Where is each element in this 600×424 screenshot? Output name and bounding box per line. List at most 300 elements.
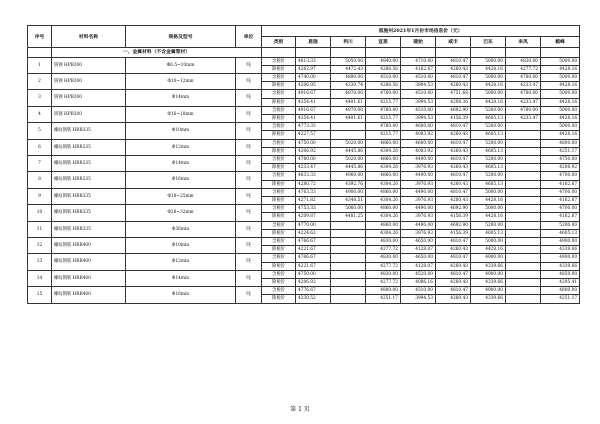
row-seq: 7 xyxy=(28,155,52,171)
price-cell: 4970.00 xyxy=(331,90,366,98)
price-cell: 4233.47 xyxy=(506,98,541,106)
price-cell: 4277.72 xyxy=(366,278,401,286)
price-cell: 4086.16 xyxy=(401,278,436,286)
price-cell: 4330.74 xyxy=(331,82,366,90)
section-seq-cell xyxy=(28,48,52,58)
price-type-tax: 含税价 xyxy=(262,221,296,229)
price-cell: 4262.97 xyxy=(296,65,331,73)
price-cell xyxy=(506,147,541,155)
price-cell: 4206.92 xyxy=(296,147,331,155)
price-cell: 4916.67 xyxy=(296,90,331,98)
price-cell: 5000.00 xyxy=(541,123,580,131)
price-cell: 4206.95 xyxy=(296,82,331,90)
price-cell: 5000.00 xyxy=(471,188,506,196)
price-cell: 4260.43 xyxy=(436,196,471,204)
price-cell: 4510.00 xyxy=(401,106,436,114)
price-cell: 4740.00 xyxy=(296,73,331,81)
price-type-tax: 含税价 xyxy=(262,106,296,114)
price-cell: 4600.00 xyxy=(401,139,436,147)
price-cell: 4304.26 xyxy=(366,180,401,188)
section-title: 一、金属材料（不含金属管材） xyxy=(52,48,262,58)
price-cell: 4760.00 xyxy=(366,90,401,98)
price-cell: 4354.41 xyxy=(296,98,331,106)
price-cell: 4510.00 xyxy=(366,73,401,81)
row-seq: 14 xyxy=(28,270,52,286)
col-city-header: 咸丰 xyxy=(436,37,471,48)
price-type-notax: 除税价 xyxy=(262,164,296,172)
price-cell: 4780.00 xyxy=(506,90,541,98)
price-cell: 4260.43 xyxy=(436,131,471,139)
price-cell: 4156.39 xyxy=(436,213,471,221)
col-city-header: 恩施 xyxy=(296,37,331,48)
price-cell xyxy=(506,254,541,262)
price-cell: 4860.00 xyxy=(366,139,401,147)
price-cell xyxy=(506,270,541,278)
price-cell: 4260.43 xyxy=(436,246,471,254)
row-spec: Φ14mm xyxy=(126,270,236,286)
price-cell: 4750.00 xyxy=(541,155,580,163)
price-cell: 4233.47 xyxy=(296,164,331,172)
price-cell xyxy=(331,237,366,245)
price-type-notax: 除税价 xyxy=(262,180,296,188)
price-cell: 4392.76 xyxy=(331,180,366,188)
price-type-notax: 除税价 xyxy=(262,213,296,221)
price-cell: 5000.00 xyxy=(471,237,506,245)
price-type-tax: 含税价 xyxy=(262,73,296,81)
price-cell: 4221.67 xyxy=(296,262,331,270)
price-cell: 4260.43 xyxy=(436,147,471,155)
price-cell: 4215.77 xyxy=(366,98,401,106)
row-spec: Φ16~18mm xyxy=(126,106,236,122)
price-cell xyxy=(331,221,366,229)
price-cell: 4520.00 xyxy=(401,270,436,278)
empty-cell xyxy=(401,48,436,58)
table-row xyxy=(28,188,580,196)
empty-cell xyxy=(436,48,471,58)
row-unit: 吨 xyxy=(236,155,262,171)
table-row xyxy=(28,270,580,278)
price-cell: 4251.17 xyxy=(541,147,580,155)
price-cell: 4339.66 xyxy=(541,262,580,270)
price-cell: 4428.16 xyxy=(471,196,506,204)
price-cell xyxy=(506,229,541,237)
price-cell: 4770.00 xyxy=(296,221,331,229)
price-cell: 4227.57 xyxy=(296,131,331,139)
price-cell: 3976.93 xyxy=(401,196,436,204)
price-cell: 4271.82 xyxy=(296,196,331,204)
table-title: 恩施州2021年1月份市场信息价（元） xyxy=(262,26,580,37)
row-material-name: 螺纹钢筋 HRB335 xyxy=(52,188,126,204)
empty-cell xyxy=(366,48,401,58)
empty-cell xyxy=(471,48,506,58)
row-seq: 9 xyxy=(28,188,52,204)
price-cell: 4277.72 xyxy=(366,246,401,254)
row-unit: 吨 xyxy=(236,90,262,106)
price-cell: 5200.00 xyxy=(541,221,580,229)
section-row xyxy=(28,48,580,58)
price-cell xyxy=(331,254,366,262)
price-cell: 4916.67 xyxy=(296,106,331,114)
price-cell xyxy=(506,246,541,254)
price-cell: 5000.00 xyxy=(541,57,580,65)
price-cell: 4650.00 xyxy=(401,254,436,262)
price-cell: 4830.00 xyxy=(366,254,401,262)
price-cell: 4780.00 xyxy=(506,106,541,114)
price-cell: 4490.00 xyxy=(401,221,436,229)
price-cell: 4162.67 xyxy=(541,213,580,221)
price-cell: 4810.47 xyxy=(436,172,471,180)
price-cell: 4233.47 xyxy=(506,114,541,122)
price-cell: 4860.00 xyxy=(366,188,401,196)
price-cell: 4890.00 xyxy=(331,73,366,81)
price-cell: 4277.72 xyxy=(506,65,541,73)
price-cell: 5020.00 xyxy=(331,155,366,163)
row-unit: 吨 xyxy=(236,106,262,122)
row-material-name: 螺纹钢筋 HRB335 xyxy=(52,123,126,139)
price-cell: 5200.00 xyxy=(471,221,506,229)
row-unit: 吨 xyxy=(236,270,262,286)
price-cell xyxy=(331,246,366,254)
row-spec: Φ16mm xyxy=(126,287,236,303)
price-cell: 4940.00 xyxy=(366,57,401,65)
price-cell xyxy=(506,123,541,131)
price-cell: 3994.53 xyxy=(401,114,436,122)
price-cell: 4481.25 xyxy=(331,213,366,221)
price-cell: 4277.72 xyxy=(366,262,401,270)
row-material-name: 螺纹钢筋 HRB400 xyxy=(52,237,126,253)
price-type-tax: 含税价 xyxy=(262,90,296,98)
row-unit: 吨 xyxy=(236,73,262,89)
page-number: 第 1 页 xyxy=(290,406,310,413)
col-seq-header: 序号 xyxy=(28,26,52,48)
price-cell: 4206.92 xyxy=(296,278,331,286)
row-seq: 6 xyxy=(28,139,52,155)
price-cell: 4780.00 xyxy=(506,73,541,81)
price-cell: 4348.51 xyxy=(331,196,366,204)
row-unit: 吨 xyxy=(236,172,262,188)
price-cell: 4753.33 xyxy=(296,205,331,213)
price-cell: 4605.13 xyxy=(471,147,506,155)
price-cell: 4215.77 xyxy=(366,131,401,139)
empty-cell xyxy=(331,48,366,58)
row-spec: Φ10mm xyxy=(126,123,236,139)
price-cell: 4472.43 xyxy=(331,65,366,73)
table-row xyxy=(28,221,580,229)
price-cell: 4128.07 xyxy=(401,262,436,270)
price-cell: 4206.92 xyxy=(541,164,580,172)
price-cell: 5050.00 xyxy=(331,57,366,65)
price-cell: 4251.17 xyxy=(541,295,580,303)
price-type-notax: 除税价 xyxy=(262,147,296,155)
price-cell: 5020.00 xyxy=(331,139,366,147)
price-cell: 4428.16 xyxy=(541,65,580,73)
price-table xyxy=(27,25,580,304)
price-cell: 4339.66 xyxy=(541,246,580,254)
price-cell xyxy=(506,287,541,295)
col-type-header: 类别 xyxy=(262,37,296,48)
price-type-notax: 除税价 xyxy=(262,262,296,270)
price-cell xyxy=(506,164,541,172)
price-cell: 4605.13 xyxy=(471,131,506,139)
price-cell: 5000.00 xyxy=(471,90,506,98)
price-cell: 3994.53 xyxy=(401,295,436,303)
price-cell: 4800.00 xyxy=(366,287,401,295)
price-cell: 4445.86 xyxy=(331,164,366,172)
price-cell: 4750.00 xyxy=(296,139,331,147)
price-cell: 4083.92 xyxy=(401,131,436,139)
empty-cell xyxy=(506,48,541,58)
price-type-tax: 含税价 xyxy=(262,270,296,278)
price-cell: 3976.93 xyxy=(401,180,436,188)
price-cell: 5000.00 xyxy=(471,205,506,213)
price-cell: 4260.43 xyxy=(436,164,471,172)
row-spec: Φ28~32mm xyxy=(126,205,236,221)
price-cell: 4700.00 xyxy=(541,172,580,180)
price-cell: 4224.62 xyxy=(296,229,331,237)
price-cell xyxy=(331,131,366,139)
col-city-header: 巴东 xyxy=(471,37,506,48)
price-cell: 4860.00 xyxy=(366,155,401,163)
price-cell: 4692.90 xyxy=(436,106,471,114)
price-cell: 4710.00 xyxy=(401,57,436,65)
price-cell: 4428.16 xyxy=(471,246,506,254)
price-cell: 4850.00 xyxy=(541,270,580,278)
row-seq: 11 xyxy=(28,221,52,237)
row-spec: Φ14mm xyxy=(126,155,236,171)
col-city-header: 宣恩 xyxy=(366,37,401,48)
price-cell: 4428.16 xyxy=(541,114,580,122)
price-cell xyxy=(331,287,366,295)
price-cell: 3994.53 xyxy=(401,98,436,106)
price-cell: 4763.33 xyxy=(296,188,331,196)
price-cell: 4692.90 xyxy=(436,221,471,229)
price-cell: 4339.66 xyxy=(471,278,506,286)
price-cell: 4900.00 xyxy=(541,237,580,245)
price-type-notax: 除税价 xyxy=(262,229,296,237)
price-cell: 4490.00 xyxy=(401,172,436,180)
row-material-name: 螺纹钢筋 HRB400 xyxy=(52,254,126,270)
table-row xyxy=(28,57,580,65)
row-seq: 5 xyxy=(28,123,52,139)
price-cell: 4162.67 xyxy=(541,180,580,188)
row-unit: 吨 xyxy=(236,188,262,204)
price-cell: 5200.00 xyxy=(471,139,506,147)
price-cell: 4221.67 xyxy=(296,246,331,254)
row-material-name: 螺纹钢筋 HRB335 xyxy=(52,155,126,171)
empty-cell xyxy=(262,48,296,58)
price-cell xyxy=(506,262,541,270)
price-type-tax: 含税价 xyxy=(262,188,296,196)
price-cell: 4354.41 xyxy=(296,114,331,122)
price-cell xyxy=(506,188,541,196)
price-type-tax: 含税价 xyxy=(262,123,296,131)
table-row xyxy=(28,90,580,98)
price-cell: 4428.16 xyxy=(471,213,506,221)
price-cell: 4401.61 xyxy=(331,114,366,122)
price-cell: 4510.00 xyxy=(401,287,436,295)
price-cell xyxy=(331,229,366,237)
price-cell: 4700.00 xyxy=(541,205,580,213)
price-cell: 4605.13 xyxy=(541,229,580,237)
price-cell: 4860.00 xyxy=(366,172,401,180)
price-type-tax: 含税价 xyxy=(262,172,296,180)
price-cell: 4700.00 xyxy=(541,188,580,196)
price-cell: 4428.16 xyxy=(541,131,580,139)
price-cell: 4230.52 xyxy=(296,295,331,303)
price-type-tax: 含税价 xyxy=(262,57,296,65)
price-cell: 4900.00 xyxy=(541,254,580,262)
table-row xyxy=(28,237,580,245)
table-row xyxy=(28,123,580,131)
price-cell: 4304.26 xyxy=(366,196,401,204)
row-seq: 2 xyxy=(28,73,52,89)
price-cell: 4760.00 xyxy=(366,123,401,131)
price-cell: 4830.00 xyxy=(506,57,541,65)
row-unit: 吨 xyxy=(236,287,262,303)
row-seq: 1 xyxy=(28,57,52,73)
price-cell: 3976.93 xyxy=(401,213,436,221)
price-cell: 5000.00 xyxy=(541,106,580,114)
price-cell: 4428.16 xyxy=(471,82,506,90)
price-cell: 3976.93 xyxy=(401,164,436,172)
row-unit: 吨 xyxy=(236,139,262,155)
row-material-name: 螺纹钢筋 HRB335 xyxy=(52,139,126,155)
price-type-tax: 含税价 xyxy=(262,287,296,295)
price-cell: 5000.00 xyxy=(541,90,580,98)
price-type-notax: 除税价 xyxy=(262,246,296,254)
price-cell: 5000.00 xyxy=(541,73,580,81)
empty-cell xyxy=(541,48,580,58)
price-cell: 4304.26 xyxy=(366,213,401,221)
price-cell: 4600.00 xyxy=(401,123,436,131)
price-cell: 4605.13 xyxy=(471,114,506,122)
price-cell: 4233.47 xyxy=(506,82,541,90)
price-cell: 4766.67 xyxy=(296,237,331,245)
price-type-tax: 含税价 xyxy=(262,155,296,163)
price-cell: 4128.07 xyxy=(401,246,436,254)
price-cell: 4260.43 xyxy=(436,278,471,286)
row-material-name: 圆钢 HPB300 xyxy=(52,57,126,73)
price-cell: 4490.00 xyxy=(401,205,436,213)
price-cell: 4445.86 xyxy=(331,147,366,155)
col-name-header: 材料名称 xyxy=(52,26,126,48)
price-cell: 4605.13 xyxy=(471,164,506,172)
price-cell: 4295.41 xyxy=(541,278,580,286)
row-material-name: 螺纹钢筋 HRB335 xyxy=(52,221,126,237)
price-cell: 4800.00 xyxy=(541,287,580,295)
price-cell: 4490.00 xyxy=(401,188,436,196)
price-cell: 4830.00 xyxy=(366,237,401,245)
price-cell xyxy=(506,131,541,139)
row-unit: 吨 xyxy=(236,205,262,221)
table-row xyxy=(28,172,580,180)
row-material-name: 螺纹钢筋 HRB335 xyxy=(52,205,126,221)
price-cell: 4605.13 xyxy=(471,229,506,237)
row-unit: 吨 xyxy=(236,254,262,270)
col-city-header: 建始 xyxy=(401,37,436,48)
price-cell xyxy=(331,295,366,303)
row-material-name: 螺纹钢筋 HRB335 xyxy=(52,172,126,188)
price-cell: 4605.13 xyxy=(471,180,506,188)
row-seq: 4 xyxy=(28,106,52,122)
price-cell: 4833.33 xyxy=(296,172,331,180)
row-spec: Φ16mm xyxy=(126,172,236,188)
price-cell: 4428.16 xyxy=(541,98,580,106)
price-type-notax: 除税价 xyxy=(262,98,296,106)
price-cell: 5000.00 xyxy=(471,57,506,65)
table-row xyxy=(28,205,580,213)
price-cell: 4428.16 xyxy=(471,65,506,73)
table-row xyxy=(28,106,580,114)
price-cell: 4776.67 xyxy=(296,287,331,295)
price-cell: 4162.67 xyxy=(541,196,580,204)
row-spec: Φ14mm xyxy=(126,90,236,106)
table-row xyxy=(28,73,580,81)
price-cell: 4900.00 xyxy=(471,270,506,278)
price-cell: 4304.26 xyxy=(366,147,401,155)
price-cell xyxy=(506,278,541,286)
price-cell: 4900.00 xyxy=(331,188,366,196)
col-city-header: 鹤峰 xyxy=(541,37,580,48)
price-cell: 4830.00 xyxy=(366,270,401,278)
price-cell: 4810.47 xyxy=(436,139,471,147)
price-cell: 4650.00 xyxy=(401,237,436,245)
price-cell xyxy=(506,139,541,147)
price-cell: 5000.00 xyxy=(471,73,506,81)
empty-cell xyxy=(296,48,331,58)
price-cell: 4510.00 xyxy=(401,73,436,81)
price-cell xyxy=(506,213,541,221)
price-cell: 4260.43 xyxy=(436,262,471,270)
price-cell xyxy=(506,221,541,229)
price-cell: 4156.39 xyxy=(436,114,471,122)
price-cell: 4810.47 xyxy=(436,287,471,295)
price-cell: 4810.47 xyxy=(436,73,471,81)
price-cell: 4156.39 xyxy=(436,229,471,237)
price-cell: 4751.68 xyxy=(436,90,471,98)
row-unit: 吨 xyxy=(236,221,262,237)
price-cell: 4970.00 xyxy=(331,106,366,114)
price-cell: 4766.67 xyxy=(296,254,331,262)
price-cell: 4760.00 xyxy=(366,106,401,114)
price-type-notax: 除税价 xyxy=(262,196,296,204)
price-cell: 4810.47 xyxy=(436,270,471,278)
row-seq: 15 xyxy=(28,287,52,303)
col-city-header: 来凤 xyxy=(506,37,541,48)
price-cell: 4860.00 xyxy=(366,205,401,213)
price-cell: 4401.61 xyxy=(331,98,366,106)
row-material-name: 圆钢 HPB300 xyxy=(52,73,126,89)
price-cell: 4304.26 xyxy=(366,164,401,172)
row-seq: 3 xyxy=(28,90,52,106)
price-cell: 4860.00 xyxy=(366,221,401,229)
price-cell: 4260.43 xyxy=(436,295,471,303)
row-spec: Φ18~25mm xyxy=(126,188,236,204)
price-cell: 4162.67 xyxy=(401,65,436,73)
price-cell: 4810.47 xyxy=(436,188,471,196)
price-cell: 3994.53 xyxy=(401,82,436,90)
price-cell: 5200.00 xyxy=(471,123,506,131)
price-cell xyxy=(506,295,541,303)
price-cell xyxy=(506,205,541,213)
row-material-name: 螺纹钢筋 HRB400 xyxy=(52,270,126,286)
col-city-header: 利川 xyxy=(331,37,366,48)
price-type-notax: 除税价 xyxy=(262,65,296,73)
table-row xyxy=(28,139,580,147)
price-cell: 4510.00 xyxy=(401,90,436,98)
price-type-notax: 除税价 xyxy=(262,82,296,90)
price-cell xyxy=(506,196,541,204)
